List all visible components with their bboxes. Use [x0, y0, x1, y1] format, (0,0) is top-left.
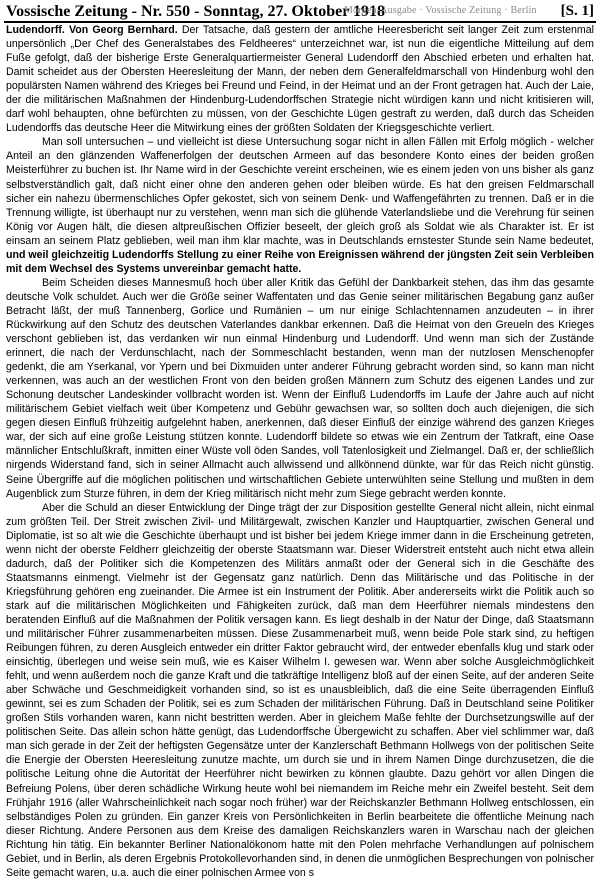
paragraph-2 — [6, 135, 594, 275]
page-header — [6, 3, 594, 21]
article-title: Ludendorff. — [6, 24, 65, 36]
paragraph-1-text: Der Tatsache, daß gestern der amtliche Heeresbericht seit langer Zeit zum erstenmal unpersönlich „Der Chef des Generalstabes des Feldheeres“ unterzeichnet war, ist nun die eigentliche Mitteilung auf dem Fuße gefolgt, daß der bisherige Erste Generalquartiermeister General Ludendorff den Abschied erbeten und erhalten hat. Damit scheidet aus der Obersten Heeresleitung der Mann, der neben dem Generalfeldmarschall von Hindenburg wohl den populärsten Namen während des Krieges bei Freund und Feind, in der Heimat und an der Front getragen hat. Auch der Laie, der die militärischen Maßnahmen der Hindenburg-Ludendorffschen Strategie nicht würdigen kann und nicht kritisieren will, darf wohl behaupten, ohne befürchten zu müssen, von der Geschichte Lügen gestraft zu werden, daß durch das Scheiden Ludendorffs das deutsche Heer die Mitwirkung eines der größten Soldaten der Kriegsgeschichte verliert. — [6, 24, 594, 135]
publication-line: Vossische Zeitung - Nr. 550 - Sonntag, 27. Oktober 1918 — [6, 3, 386, 20]
paragraph-3: Beim Scheiden dieses Mannesmuß hoch über aller Kritik das Gefühl der Dankbarkeit stehen, das ihm das gesamte deutsche Volk schuldet. Auch wer die Größe seiner Waffentaten und das Genie seiner militärischen Begabung ganz außer Betracht läßt, der muß Tannenberg, Gorlice und Rumänien – um nur einige Schlachtennamen anzudeuten – in ihrer Rückwirkung auf den Schutz des deutschen Vaterlandes dankbar erkennen. Daß die Heimat von den Greueln des Krieges verschont geblieben ist, das verdanken wir nun einmal Hindenburg und Ludendorff. Und wenn man sich der Zustände erinnert, die nach der Verdunschlacht, nach der Sommeschlacht bestanden, wenn man der nutzlosen Menschenopfer gedenkt, die am Yserkanal, vor Ypern und bei Dixmuiden unter anderer Führung gebracht worden sind, so kann man nicht verkennen, was auch an der westlichen Front von den beiden großen Männern zum Schutz des eigenen Landes und zur Schonung deutscher Landeskinder vollbracht worden ist. Wenn der Einfluß Ludendorffs im Laufe der Jahre auch auf nicht militärischem Gebiet vielfach weit über Kompetenz und Gebühr gewachsen war, so sollten doch auch diejenigen, die sich gegen diesen Einfluß frühzeitig aufgelehnt haben, anerkennen, daß dieser Einfluß der einzige während des ganzen Krieges war, der sich auf eine große Leistung stützen konnte. Ludendorff bildete so etwas wie ein Zentrum der Tatkraft, eine Oase männlicher Entschlußkraft, inmitten einer Wüste voll öden Sandes, voll Tatenlosigkeit und Zielmangel. Daß er, der schließlich nirgends Widerstand fand, sich in seiner Allmacht auch allwissend und allkönnend dünkte, war für das Reich nicht günstig. Seine Übergriffe auf die möglichen politischen und wirtschaftlichen Gebiete unterwühlten seine Stellung und mußten in dem Augenblick zum Sturze führen, in dem der Krieg militärisch nicht mehr zum Siege gebracht werden konnte. — [6, 276, 594, 500]
paragraph-4: Aber die Schuld an dieser Entwicklung der Dinge trägt der zur Disposition gestellte General nicht allein, nicht einmal zum größten Teil. Der Streit zwischen Zivil- und Militärgewalt, zwischen Kanzler und Hauptquartier, zwischen General und Diplomatie, ist so alt wie die Geschichte überhaupt und ist bisher bei jedem Kriege immer dann in die Erscheinung getreten, wenn nicht der oberste Feldherr gleichzeitig der oberste Staatsmann war. Dieser Widerstreit entsteht auch nicht etwa allein dadurch, daß der Politiker sich die Kompetenzen des Militärs anmaßt oder der General sich in die Geschäfte des Staatsmanns einmengt. Vielmehr ist der Gegensatz ganz natürlich. Denn das Militärische und das Politische in der Kriegsführung gehören eng zueinander. Die Armee ist ein Instrument der Politik. Aber andererseits wirkt die Politik auch so stark auf die militärischen Möglichkeiten und Fähigkeiten zurück, daß man dem Heerführer niemals mindestens den beratenden Einfluß auf die Maßnahmen der Politik versagen kann. Es liegt deshalb in der Natur der Dinge, daß Staatsmann und militärischer Führer zusammenarbeiten müssen. Diese Zusammenarbeit muß, wenn beide Pole stark sind, zu heftigen Reibungen führen, zu deren Ausgleich entweder ein dritter Faktor gebraucht wird, der entweder ebenfalls klug und stark oder einsichtig, überlegen und weise sein muß, wie es Kaiser Wilhelm I. gewesen war. Wenn aber solche Ausgleichmöglichkeit fehlt, und wenn außerdem noch die ganze Kraft und die tatkräftige Intelligenz bloß auf der einen Seite, auf der anderen Seite aber Schwäche und Geschmeidigkeit vorhanden sind, so ist es unausbleiblich, daß die eine Seite überragenden Einfluß gewinnt, sei es zum Schaden der Politik, sei es zum Schaden der militärischen Führung. Daß in Deutschland seine Politiker großen Stils vorhanden waren, kann nicht bestritten werden. Aber in gleichem Maße fehlte der Durchsetzungswille auf der politischen Seite. Das allein schon hätte genügt, das Ludendorffsche Übergewicht zu schaffen. Aber viel schlimmer war, daß man sich gerade in der Zeit der heftigsten Gegensätze unter der Kanzlerschaft Bethmann Hollwegs von der politischen Seite die Energie der Obersten Heeresleitung zunutze machte, um durch sie und in ihrem Namen Dinge durchzusetzen, die die politische Leitung ohne die Autorität der Heerführer nicht bewirken zu können glaubte. Dazu gehört vor allen Dingen die Befreiung Polens, über deren schädliche Wirkung heute wohl bei niemandem im Reiche mehr ein Zweifel besteht. Seit dem Frühjahr 1916 (aller Wahrscheinlichkeit nach sogar noch früher) war der Reichskanzler Bethmann Hollweg entschlossen, ein selbständiges Polen zu gründen. Ein ganzer Kreis von Persönlichkeiten in Berlin bearbeitete die öffentliche Meinung nach dieser Richtung. Andere Personen aus dem Kreise des damaligen Reichskanzlers waren in Warschau nach der gleichen Richtung hin tätig. Ein bekannter Berliner Nationalökonom hatte mit den Polen mehrfache Verhandlungen auf polnischem Gebiet, und in Berlin, als deren Ergebnis Protokollevorhanden sind, in denen die unmöglichen Besprechungen von polnischer Seite gemacht waren, u.a. auch die einer polnischen Armee von s — [6, 501, 594, 879]
page-number: [S. 1] — [560, 3, 594, 19]
paragraph-2-text: Man soll untersuchen – und vielleicht ist diese Untersuchung sogar nicht in allen Fällen mit Erfolg möglich - welcher Anteil an den glänzenden Waffenerfolgen der deutschen Armeen auf das besondere Konto eines der beiden großen Meisterführer zu buchen ist. Ihr Name wird in der Geschichte vereint erscheinen, wie es einem jeden von uns bisher als ganz selbstverständlich galt, daß nicht einer ohne den anderen gehen oder bleiben würde. Es hat den greisen Feldmarschall sicher ein nahezu übermenschliches Opfer gekostet, sich von seinem Denk- und Waffengefährten zu trennen. Daß er in die Trennung willigte, ist überhaupt nur zu verstehen, wenn man sich die glühende Vaterlandsliebe und die Verehrung für seinen König vor Augen hält, die diesen altpreußischen Offizier beseelt, der gleich groß als Soldat wie als Charakter ist. Er ist einsam an seinem Platz geblieben, weil man ihm klar machte, was in Deutschlands ernstester Stunde sein Name bedeutet, — [6, 136, 594, 247]
article-body — [6, 23, 594, 880]
byline: Von Georg Bernhard. — [68, 24, 178, 36]
paragraph-2-bold: und weil gleichzeitig Ludendorffs Stellung zu einer Reihe von Ereignissen während der jüngsten Zeit sein Verbleiben mit dem Wechsel des Systems unvereinbar gemacht hatte. — [6, 248, 594, 275]
paragraph-1 — [6, 23, 594, 135]
bleed-through-text: Morgen-Ausgabe · Vossische Zeitung · Berlin — [344, 5, 537, 16]
